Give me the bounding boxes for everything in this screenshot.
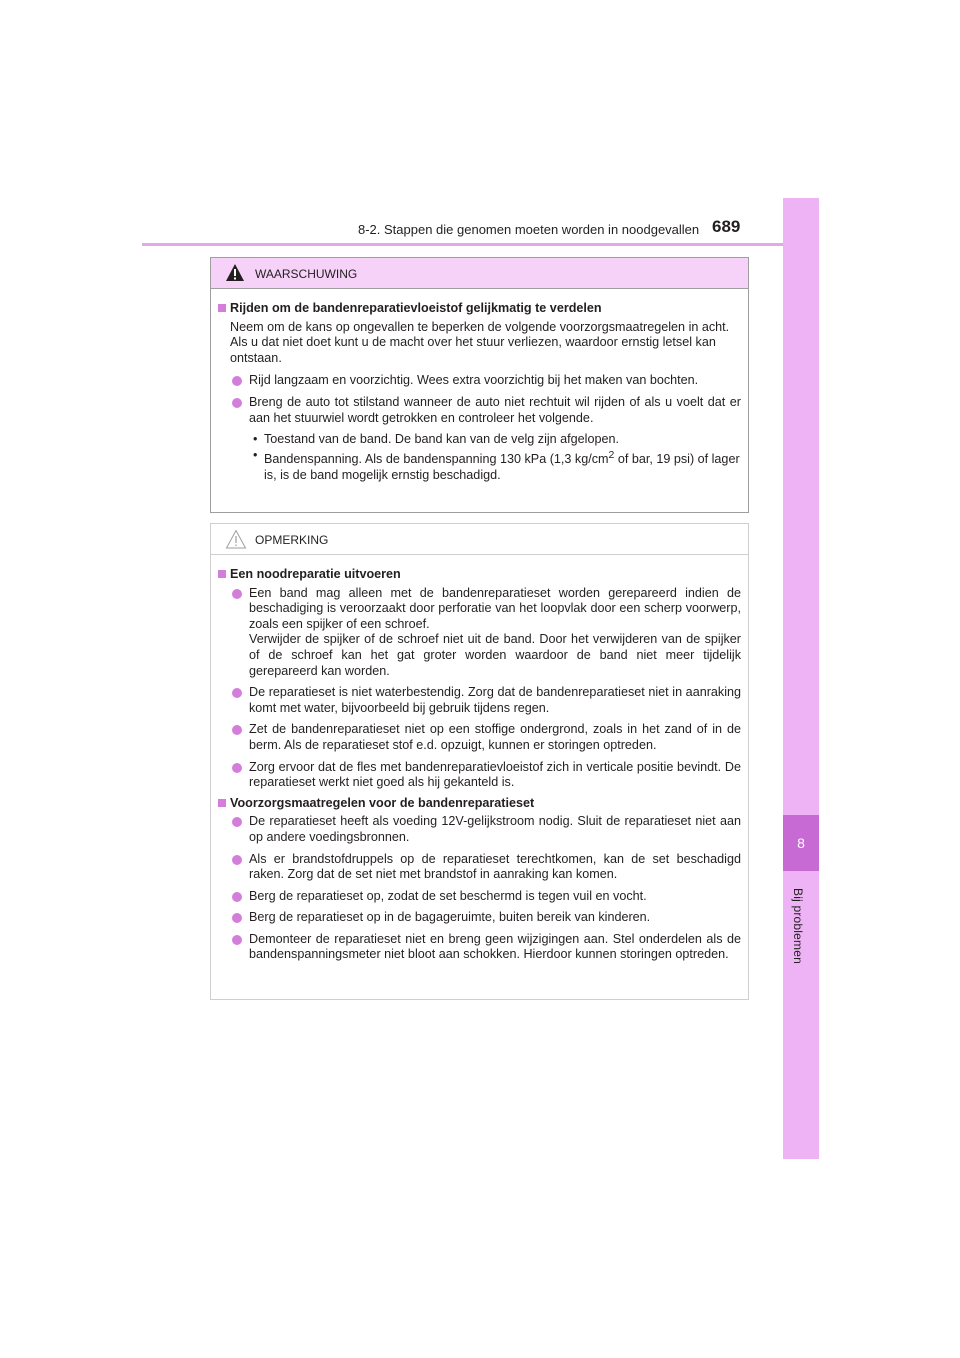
warning-heading-text: Rijden om de bandenreparatievloeistof gelijkmatig te verdelen	[230, 301, 602, 315]
notice-header	[211, 524, 748, 555]
bullet-dot-icon	[232, 589, 242, 599]
bullet-dot-icon	[232, 855, 242, 865]
warning-intro2: Als u dat niet doet kunt u de macht over het stuur verliezen, waardoor ernstig letsel kan ontstaan.	[230, 335, 716, 365]
small-bullet-icon: •	[253, 447, 258, 462]
list-item	[218, 373, 741, 389]
warning-header	[211, 258, 748, 289]
bullet-dot-icon	[232, 398, 242, 408]
chapter-number: 8	[797, 835, 805, 851]
caution-triangle-icon	[225, 529, 247, 549]
list-item	[218, 814, 741, 845]
notice-s1-b1: Een band mag alleen met de bandenreparatieset worden gerepareerd indien de beschadiging is veroorzaakt door perforatie van het loopvlak door een scherp voorwerp, zoals een spijker of een schroef.	[249, 585, 741, 631]
chapter-label: Bij problemen	[791, 888, 805, 964]
notice-heading-2-text: Voorzorgsmaatregelen voor de bandenreparatieset	[230, 795, 535, 810]
notice-s2-b4: Berg de reparatieset op in de bagageruimte, buiten bereik van kinderen.	[249, 910, 651, 925]
bullet-dot-icon	[232, 376, 242, 386]
small-bullet-icon: •	[253, 432, 258, 447]
bullet-dot-icon	[232, 935, 242, 945]
section-title: 8-2. Stappen die genomen moeten worden in noodgevallen	[358, 222, 700, 237]
warning-sub1: Toestand van de band. De band kan van de velg zijn afgelopen.	[264, 432, 619, 447]
notice-s2-b3: Berg de reparatieset op, zodat de set beschermd is tegen vuil en vocht.	[249, 888, 647, 903]
bullet-dot-icon	[232, 763, 242, 773]
list-item	[218, 852, 741, 883]
bullet-dot-icon	[232, 913, 242, 923]
warning-intro1: Neem om de kans op ongevallen te beperken de volgende voorzorgsmaatregelen in acht.	[230, 319, 730, 334]
warning-sub2-pre: Bandenspanning. Als de bandenspanning 130 kPa (1,3 kg/cm	[264, 451, 609, 466]
sub-item	[218, 448, 741, 483]
sub-item	[218, 432, 741, 448]
list-item	[218, 889, 741, 905]
list-item	[218, 722, 741, 753]
notice-label: OPMERKING	[255, 533, 329, 547]
notice-heading-1	[218, 567, 741, 583]
notice-body	[211, 555, 748, 963]
warning-bullet2: Breng de auto tot stilstand wanneer de auto niet rechtuit wil rijden of als u voelt dat er aan het stuurwiel wordt getrokken en controleer het volgende.	[249, 394, 741, 425]
bullet-dot-icon	[232, 892, 242, 902]
list-item	[218, 586, 741, 680]
bullet-dot-icon	[232, 725, 242, 735]
notice-heading-2	[218, 796, 741, 812]
square-bullet-icon	[218, 570, 226, 578]
warning-label: WAARSCHUWING	[255, 267, 358, 281]
list-item	[218, 932, 741, 963]
warning-heading	[218, 301, 741, 317]
bullet-dot-icon	[232, 817, 242, 827]
notice-s2-b1: De reparatieset heeft als voeding 12V-gelijkstroom nodig. Sluit de reparatieset niet aan op andere voedingsbronnen.	[249, 814, 741, 844]
notice-s1-b3: Zet de bandenreparatieset niet op een stoffige ondergrond, zoals in het zand of in de berm. Als de reparatieset stof e.d. opzuigt, kunnen er storingen optreden.	[249, 722, 741, 752]
side-tab	[783, 198, 819, 1159]
list-item	[218, 395, 741, 426]
list-item	[218, 760, 741, 791]
notice-box	[210, 523, 749, 1000]
chapter-box	[783, 815, 819, 871]
warning-box	[210, 257, 749, 513]
notice-s2-b2: Als er brandstofdruppels op de reparatieset terechtkomen, kan de set beschadigd raken. Zorg dat de set niet met brandstof in aanraking kan komen.	[249, 851, 741, 882]
warning-bullet1: Rijd langzaam en voorzichtig. Wees extra voorzichtig bij het maken van bochten.	[249, 373, 699, 388]
bullet-dot-icon	[232, 688, 242, 698]
notice-s1-b2: De reparatieset is niet waterbestendig. Zorg dat de bandenreparatieset niet in aanraking komt met water, bijvoorbeeld bij gebruik tijdens regen.	[249, 685, 741, 715]
header-rule	[142, 243, 818, 246]
page-number: 689	[712, 217, 741, 236]
notice-s1-b4: Zorg ervoor dat de fles met bandenreparatievloeistof zich in verticale positie bevindt. De reparatieset werkt niet goed als hij gekanteld is.	[249, 759, 741, 790]
warning-body	[211, 289, 748, 483]
superscript: 2	[608, 448, 615, 461]
list-item	[218, 910, 741, 926]
warning-sub2-post: of bar, 19 psi) of lager is, is de band mogelijk ernstig beschadigd.	[264, 451, 740, 482]
list-item	[218, 685, 741, 716]
notice-heading-1-text: Een noodreparatie uitvoeren	[230, 567, 401, 581]
notice-s1-b1-cont: Verwijder de spijker of de schroef niet uit de band. Door het verwijderen van de spijker of de schroef kan het gat groter worden waardoor de band niet meer tijdelijk gerepareerd kan worden.	[249, 632, 741, 678]
square-bullet-icon	[218, 799, 226, 807]
warning-triangle-icon	[225, 263, 245, 282]
notice-s2-b5: Demonteer de reparatieset niet en breng geen wijzigingen aan. Stel onderdelen als de bandenspanningsmeter niet bloot aan schokken. Hierdoor kunnen storingen optreden.	[249, 931, 741, 962]
square-bullet-icon	[218, 304, 226, 312]
